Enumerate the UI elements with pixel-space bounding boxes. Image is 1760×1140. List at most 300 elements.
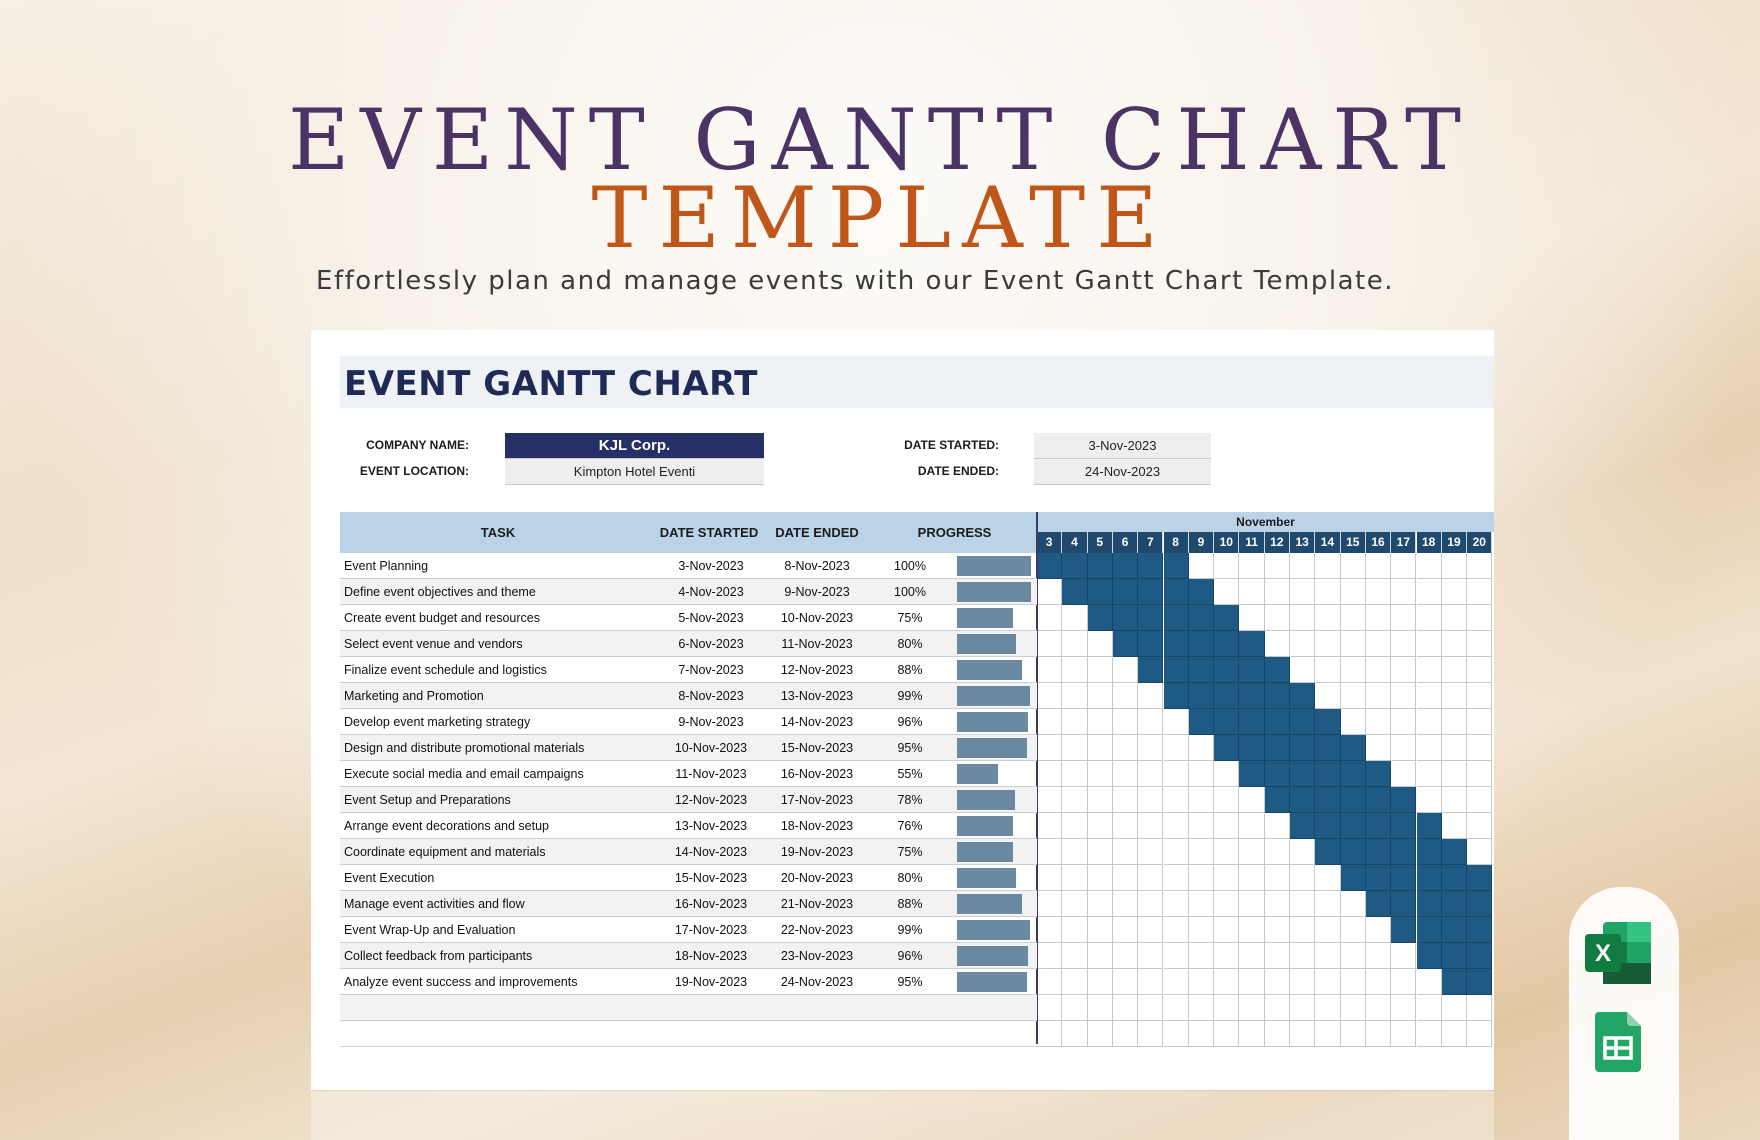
date-ended-cell[interactable]: 13-Nov-2023 bbox=[780, 689, 854, 703]
progress-value-cell[interactable]: 55% bbox=[897, 767, 923, 781]
gantt-empty-cell bbox=[1214, 995, 1239, 1021]
gantt-bar-cell bbox=[1265, 735, 1290, 761]
gantt-empty-cell bbox=[1113, 917, 1138, 943]
progress-value-cell[interactable]: 75% bbox=[897, 611, 923, 625]
gantt-empty-cell bbox=[1442, 657, 1467, 683]
gantt-empty-cell bbox=[1037, 761, 1062, 787]
progress-bar bbox=[957, 738, 1027, 758]
gantt-bar-cell bbox=[1214, 735, 1239, 761]
gantt-empty-cell bbox=[1062, 1021, 1087, 1047]
gantt-bar-cell bbox=[1239, 761, 1264, 787]
gantt-bar-cell bbox=[1391, 891, 1416, 917]
gantt-bar-cell bbox=[1189, 683, 1214, 709]
gantt-bar-cell bbox=[1088, 553, 1113, 579]
gantt-empty-cell bbox=[1062, 735, 1087, 761]
gantt-empty-cell bbox=[1417, 709, 1442, 735]
date-ended-cell[interactable]: 10-Nov-2023 bbox=[780, 611, 854, 625]
gantt-empty-cell bbox=[1164, 709, 1189, 735]
company-name-field[interactable]: KJL Corp. bbox=[505, 433, 764, 459]
gantt-empty-cell bbox=[1391, 605, 1416, 631]
gantt-empty-cell bbox=[1467, 813, 1492, 839]
gantt-bar-cell bbox=[1290, 683, 1315, 709]
gantt-empty-cell bbox=[1442, 709, 1467, 735]
gantt-bar-cell bbox=[1417, 891, 1442, 917]
gantt-bar-cell bbox=[1265, 657, 1290, 683]
gantt-empty-cell bbox=[1366, 917, 1391, 943]
gantt-bar-cell bbox=[1391, 865, 1416, 891]
task-cell[interactable]: Develop event marketing strategy bbox=[344, 715, 531, 729]
date-started-cell[interactable]: 5-Nov-2023 bbox=[678, 611, 744, 625]
gantt-bar-cell bbox=[1391, 813, 1416, 839]
date-started-cell[interactable]: 18-Nov-2023 bbox=[674, 949, 748, 963]
gantt-empty-cell bbox=[1341, 943, 1366, 969]
gantt-bar-cell bbox=[1467, 943, 1492, 969]
gantt-empty-cell bbox=[1265, 579, 1290, 605]
date-ended-cell[interactable]: 11-Nov-2023 bbox=[781, 637, 853, 651]
gantt-empty-cell bbox=[1315, 553, 1340, 579]
task-cell[interactable]: Define event objectives and theme bbox=[344, 585, 536, 599]
event-location-field[interactable]: Kimpton Hotel Eventi bbox=[505, 459, 764, 485]
gantt-bar-cell bbox=[1164, 631, 1189, 657]
progress-bar bbox=[957, 712, 1028, 732]
task-cell[interactable]: Coordinate equipment and materials bbox=[344, 845, 546, 859]
progress-value-cell[interactable]: 80% bbox=[897, 637, 923, 651]
gantt-empty-cell bbox=[1366, 631, 1391, 657]
gantt-empty-cell bbox=[1164, 787, 1189, 813]
gantt-empty-cell bbox=[1417, 995, 1442, 1021]
gantt-empty-cell bbox=[1088, 891, 1113, 917]
gantt-empty-cell bbox=[1341, 969, 1366, 995]
gantt-empty-cell bbox=[1467, 761, 1492, 787]
date-started-cell[interactable]: 6-Nov-2023 bbox=[678, 637, 744, 651]
date-started-cell[interactable]: 10-Nov-2023 bbox=[674, 741, 748, 755]
gantt-empty-cell bbox=[1062, 657, 1087, 683]
gantt-bar-cell bbox=[1366, 865, 1391, 891]
gantt-bar-cell bbox=[1442, 943, 1467, 969]
gantt-empty-cell bbox=[1315, 605, 1340, 631]
empty-row bbox=[340, 1021, 1037, 1047]
gantt-empty-cell bbox=[1189, 865, 1214, 891]
gantt-empty-cell bbox=[1341, 657, 1366, 683]
date-started-cell[interactable]: 12-Nov-2023 bbox=[674, 793, 748, 807]
task-cell[interactable]: Marketing and Promotion bbox=[344, 689, 484, 703]
gantt-empty-cell bbox=[1088, 631, 1113, 657]
gantt-empty-cell bbox=[1037, 995, 1062, 1021]
task-cell[interactable]: Arrange event decorations and setup bbox=[344, 819, 549, 833]
gantt-bar-cell bbox=[1341, 787, 1366, 813]
progress-value-cell[interactable]: 95% bbox=[897, 741, 923, 755]
gantt-empty-cell bbox=[1315, 657, 1340, 683]
gantt-empty-cell bbox=[1341, 709, 1366, 735]
date-ended-cell[interactable]: 24-Nov-2023 bbox=[780, 975, 854, 989]
day-header: 15 bbox=[1341, 532, 1366, 553]
date-started-cell[interactable]: 13-Nov-2023 bbox=[674, 819, 748, 833]
gantt-empty-cell bbox=[1164, 761, 1189, 787]
gantt-bar-cell bbox=[1366, 839, 1391, 865]
gantt-empty-cell bbox=[1037, 683, 1062, 709]
gantt-empty-cell bbox=[1366, 1021, 1391, 1047]
gantt-empty-cell bbox=[1391, 553, 1416, 579]
progress-value-cell[interactable]: 99% bbox=[897, 923, 923, 937]
gantt-empty-cell bbox=[1113, 761, 1138, 787]
date-ended-label: DATE ENDED: bbox=[917, 464, 999, 478]
date-ended-cell[interactable]: 8-Nov-2023 bbox=[784, 559, 850, 573]
progress-bar bbox=[957, 790, 1015, 810]
progress-bar bbox=[957, 894, 1022, 914]
date-ended-cell[interactable]: 9-Nov-2023 bbox=[784, 585, 850, 599]
task-cell[interactable]: Analyze event success and improvements bbox=[344, 975, 578, 989]
task-cell[interactable]: Event Setup and Preparations bbox=[344, 793, 511, 807]
gantt-empty-cell bbox=[1366, 943, 1391, 969]
gantt-empty-cell bbox=[1290, 839, 1315, 865]
day-header: 12 bbox=[1265, 532, 1290, 553]
task-cell[interactable]: Collect feedback from participants bbox=[344, 949, 533, 963]
progress-value-cell[interactable]: 96% bbox=[897, 949, 923, 963]
date-ended-cell[interactable]: 22-Nov-2023 bbox=[780, 923, 854, 937]
gantt-empty-cell bbox=[1062, 891, 1087, 917]
gantt-empty-cell bbox=[1113, 813, 1138, 839]
progress-bar bbox=[957, 660, 1022, 680]
date-ended-cell[interactable]: 12-Nov-2023 bbox=[780, 663, 854, 677]
date-ended-cell[interactable]: 14-Nov-2023 bbox=[780, 715, 854, 729]
gantt-bar-cell bbox=[1417, 917, 1442, 943]
gantt-empty-cell bbox=[1138, 813, 1163, 839]
progress-value-cell[interactable]: 88% bbox=[897, 897, 923, 911]
gantt-empty-cell bbox=[1265, 943, 1290, 969]
gantt-empty-cell bbox=[1189, 735, 1214, 761]
gantt-empty-cell bbox=[1062, 761, 1087, 787]
gantt-bar-cell bbox=[1391, 839, 1416, 865]
gantt-empty-cell bbox=[1088, 761, 1113, 787]
gantt-bar-cell bbox=[1315, 709, 1340, 735]
gantt-empty-cell bbox=[1189, 917, 1214, 943]
gantt-bar-cell bbox=[1189, 579, 1214, 605]
gantt-empty-cell bbox=[1214, 917, 1239, 943]
gantt-empty-cell bbox=[1189, 943, 1214, 969]
gantt-empty-cell bbox=[1164, 917, 1189, 943]
date-ended-cell[interactable]: 23-Nov-2023 bbox=[780, 949, 854, 963]
date-started-field[interactable]: 3-Nov-2023 bbox=[1034, 433, 1211, 459]
date-ended-cell[interactable]: 21-Nov-2023 bbox=[780, 897, 854, 911]
gantt-bar-cell bbox=[1366, 787, 1391, 813]
gantt-empty-cell bbox=[1062, 943, 1087, 969]
gantt-bar-cell bbox=[1315, 839, 1340, 865]
gantt-empty-cell bbox=[1239, 813, 1264, 839]
gantt-empty-cell bbox=[1467, 787, 1492, 813]
gantt-empty-cell bbox=[1138, 709, 1163, 735]
date-started-cell[interactable]: 14-Nov-2023 bbox=[674, 845, 748, 859]
hero-subtitle: Effortlessly plan and manage events with our Event Gantt Chart Template. bbox=[316, 266, 1394, 296]
task-cell[interactable]: Event Execution bbox=[344, 871, 435, 885]
gantt-empty-cell bbox=[1138, 683, 1163, 709]
excel-icon[interactable] bbox=[1585, 922, 1651, 984]
date-started-cell[interactable]: 16-Nov-2023 bbox=[674, 897, 748, 911]
gantt-empty-cell bbox=[1442, 813, 1467, 839]
gantt-empty-cell bbox=[1442, 761, 1467, 787]
gantt-empty-cell bbox=[1442, 605, 1467, 631]
gantt-bar-cell bbox=[1442, 917, 1467, 943]
gantt-bar-cell bbox=[1164, 683, 1189, 709]
gantt-empty-cell bbox=[1442, 579, 1467, 605]
gantt-empty-cell bbox=[1265, 995, 1290, 1021]
gantt-empty-cell bbox=[1442, 1021, 1467, 1047]
task-cell[interactable]: Manage event activities and flow bbox=[344, 897, 525, 911]
table-row bbox=[340, 631, 1037, 657]
gantt-empty-cell bbox=[1037, 657, 1062, 683]
gantt-empty-cell bbox=[1088, 787, 1113, 813]
gantt-bar-cell bbox=[1239, 631, 1264, 657]
gantt-empty-cell bbox=[1138, 839, 1163, 865]
gantt-empty-cell bbox=[1062, 631, 1087, 657]
gantt-empty-cell bbox=[1138, 917, 1163, 943]
gantt-empty-cell bbox=[1391, 1021, 1416, 1047]
gantt-empty-cell bbox=[1341, 631, 1366, 657]
date-started-cell[interactable]: 3-Nov-2023 bbox=[678, 559, 744, 573]
gantt-empty-cell bbox=[1138, 943, 1163, 969]
gantt-empty-cell bbox=[1442, 995, 1467, 1021]
task-cell[interactable]: Design and distribute promotional materials bbox=[344, 741, 585, 755]
progress-value-cell[interactable]: 95% bbox=[897, 975, 923, 989]
gantt-empty-cell bbox=[1113, 683, 1138, 709]
gantt-empty-cell bbox=[1113, 735, 1138, 761]
gantt-bar-cell bbox=[1239, 683, 1264, 709]
gantt-bar-cell bbox=[1417, 865, 1442, 891]
date-ended-field[interactable]: 24-Nov-2023 bbox=[1034, 459, 1211, 485]
gantt-empty-cell bbox=[1417, 579, 1442, 605]
gantt-empty-cell bbox=[1239, 605, 1264, 631]
date-started-cell[interactable]: 8-Nov-2023 bbox=[678, 689, 744, 703]
table-row bbox=[340, 605, 1037, 631]
progress-value-cell[interactable]: 100% bbox=[894, 559, 926, 573]
spreadsheet-preview bbox=[311, 330, 1494, 1090]
gantt-empty-cell bbox=[1113, 995, 1138, 1021]
gantt-empty-cell bbox=[1164, 995, 1189, 1021]
gantt-empty-cell bbox=[1391, 657, 1416, 683]
day-header: 4 bbox=[1062, 532, 1087, 553]
gantt-empty-cell bbox=[1391, 943, 1416, 969]
gantt-bar-cell bbox=[1113, 579, 1138, 605]
day-header: 18 bbox=[1417, 532, 1442, 553]
gantt-bar-cell bbox=[1088, 579, 1113, 605]
table-row bbox=[340, 917, 1037, 943]
gantt-empty-cell bbox=[1391, 683, 1416, 709]
gantt-empty-cell bbox=[1037, 969, 1062, 995]
progress-value-cell[interactable]: 76% bbox=[897, 819, 923, 833]
progress-bar bbox=[957, 608, 1013, 628]
gantt-empty-cell bbox=[1366, 969, 1391, 995]
gantt-empty-cell bbox=[1164, 813, 1189, 839]
gantt-empty-cell bbox=[1391, 969, 1416, 995]
progress-bar bbox=[957, 634, 1016, 654]
table-row bbox=[340, 969, 1037, 995]
gantt-bar-cell bbox=[1138, 579, 1163, 605]
gantt-empty-cell bbox=[1113, 943, 1138, 969]
gantt-empty-cell bbox=[1417, 631, 1442, 657]
gantt-empty-cell bbox=[1189, 1021, 1214, 1047]
gantt-empty-cell bbox=[1214, 1021, 1239, 1047]
gantt-empty-cell bbox=[1037, 813, 1062, 839]
day-header: 3 bbox=[1037, 532, 1062, 553]
gantt-empty-cell bbox=[1164, 735, 1189, 761]
progress-bar bbox=[957, 946, 1028, 966]
gantt-empty-cell bbox=[1189, 891, 1214, 917]
gantt-empty-cell bbox=[1315, 683, 1340, 709]
gantt-empty-cell bbox=[1265, 605, 1290, 631]
gantt-empty-cell bbox=[1391, 709, 1416, 735]
gantt-empty-cell bbox=[1037, 943, 1062, 969]
gantt-empty-cell bbox=[1239, 969, 1264, 995]
gantt-empty-cell bbox=[1037, 787, 1062, 813]
gantt-empty-cell bbox=[1062, 605, 1087, 631]
gantt-empty-cell bbox=[1088, 865, 1113, 891]
gantt-empty-cell bbox=[1265, 839, 1290, 865]
gantt-empty-cell bbox=[1467, 683, 1492, 709]
gantt-empty-cell bbox=[1239, 943, 1264, 969]
gantt-empty-cell bbox=[1113, 839, 1138, 865]
hero-title-line1: EVENT GANTT CHART bbox=[287, 91, 1473, 189]
day-header: 16 bbox=[1366, 532, 1391, 553]
gantt-bar-cell bbox=[1366, 891, 1391, 917]
date-ended-cell[interactable]: 19-Nov-2023 bbox=[780, 845, 854, 859]
gantt-empty-cell bbox=[1189, 995, 1214, 1021]
date-ended-cell[interactable]: 15-Nov-2023 bbox=[780, 741, 854, 755]
date-started-cell[interactable]: 19-Nov-2023 bbox=[674, 975, 748, 989]
gantt-empty-cell bbox=[1467, 735, 1492, 761]
table-row bbox=[340, 553, 1037, 579]
date-started-cell[interactable]: 4-Nov-2023 bbox=[678, 585, 744, 599]
progress-value-cell[interactable]: 75% bbox=[897, 845, 923, 859]
gantt-empty-cell bbox=[1214, 787, 1239, 813]
gantt-bar-cell bbox=[1467, 891, 1492, 917]
gantt-empty-cell bbox=[1265, 969, 1290, 995]
gantt-bar-cell bbox=[1265, 761, 1290, 787]
gantt-empty-cell bbox=[1290, 657, 1315, 683]
date-started-cell[interactable]: 9-Nov-2023 bbox=[678, 715, 744, 729]
gantt-empty-cell bbox=[1315, 631, 1340, 657]
gantt-bar-cell bbox=[1239, 709, 1264, 735]
gantt-empty-cell bbox=[1239, 917, 1264, 943]
gantt-bar-cell bbox=[1164, 579, 1189, 605]
date-ended-cell[interactable]: 20-Nov-2023 bbox=[780, 871, 854, 885]
table-row bbox=[340, 891, 1037, 917]
gantt-bar-cell bbox=[1467, 969, 1492, 995]
gantt-empty-cell bbox=[1138, 761, 1163, 787]
gantt-empty-cell bbox=[1062, 813, 1087, 839]
gantt-empty-cell bbox=[1417, 735, 1442, 761]
gantt-empty-cell bbox=[1265, 553, 1290, 579]
gantt-empty-cell bbox=[1062, 839, 1087, 865]
gantt-bar-cell bbox=[1341, 813, 1366, 839]
gantt-bar-cell bbox=[1214, 605, 1239, 631]
gantt-empty-cell bbox=[1062, 709, 1087, 735]
date-ended-cell[interactable]: 16-Nov-2023 bbox=[780, 767, 854, 781]
gantt-empty-cell bbox=[1467, 579, 1492, 605]
gantt-empty-cell bbox=[1037, 579, 1062, 605]
task-cell[interactable]: Event Planning bbox=[344, 559, 429, 573]
gantt-empty-cell bbox=[1467, 631, 1492, 657]
gantt-empty-cell bbox=[1214, 969, 1239, 995]
progress-value-cell[interactable]: 88% bbox=[897, 663, 923, 677]
date-started-cell[interactable]: 17-Nov-2023 bbox=[674, 923, 748, 937]
day-header: 11 bbox=[1239, 532, 1264, 553]
hero-title-line2: TEMPLATE bbox=[591, 169, 1169, 267]
gantt-bar-cell bbox=[1290, 761, 1315, 787]
date-ended-cell[interactable]: 17-Nov-2023 bbox=[780, 793, 854, 807]
date-started-cell[interactable]: 11-Nov-2023 bbox=[675, 767, 747, 781]
gantt-bar-cell bbox=[1113, 605, 1138, 631]
gantt-empty-cell bbox=[1037, 839, 1062, 865]
gantt-empty-cell bbox=[1442, 735, 1467, 761]
gantt-empty-cell bbox=[1341, 579, 1366, 605]
gantt-bar-cell bbox=[1315, 813, 1340, 839]
gantt-empty-cell bbox=[1315, 865, 1340, 891]
progress-bar bbox=[957, 842, 1013, 862]
gantt-empty-cell bbox=[1341, 605, 1366, 631]
gantt-empty-cell bbox=[1088, 969, 1113, 995]
gantt-empty-cell bbox=[1037, 891, 1062, 917]
google-sheets-icon[interactable] bbox=[1595, 1012, 1641, 1072]
gantt-bar-cell bbox=[1189, 631, 1214, 657]
gantt-empty-cell bbox=[1467, 839, 1492, 865]
gantt-empty-cell bbox=[1417, 787, 1442, 813]
progress-value-cell[interactable]: 100% bbox=[894, 585, 926, 599]
gantt-empty-cell bbox=[1214, 813, 1239, 839]
gantt-bar-cell bbox=[1265, 683, 1290, 709]
gantt-bar-cell bbox=[1315, 735, 1340, 761]
gantt-bar-cell bbox=[1265, 787, 1290, 813]
progress-value-cell[interactable]: 80% bbox=[897, 871, 923, 885]
gantt-empty-cell bbox=[1417, 761, 1442, 787]
gantt-empty-cell bbox=[1442, 787, 1467, 813]
gantt-empty-cell bbox=[1467, 553, 1492, 579]
gantt-empty-cell bbox=[1088, 995, 1113, 1021]
header-date-ended: DATE ENDED bbox=[762, 512, 872, 553]
gantt-empty-cell bbox=[1366, 709, 1391, 735]
progress-value-cell[interactable]: 99% bbox=[897, 689, 923, 703]
gantt-empty-cell bbox=[1265, 813, 1290, 839]
gantt-empty-cell bbox=[1391, 995, 1416, 1021]
gantt-bar-cell bbox=[1341, 761, 1366, 787]
task-cell[interactable]: Event Wrap-Up and Evaluation bbox=[344, 923, 516, 937]
gantt-empty-cell bbox=[1138, 995, 1163, 1021]
gantt-empty-cell bbox=[1315, 995, 1340, 1021]
gantt-bar-cell bbox=[1467, 917, 1492, 943]
gantt-empty-cell bbox=[1088, 709, 1113, 735]
table-row bbox=[340, 813, 1037, 839]
date-started-cell[interactable]: 15-Nov-2023 bbox=[674, 871, 748, 885]
date-started-cell[interactable]: 7-Nov-2023 bbox=[678, 663, 744, 677]
gantt-empty-cell bbox=[1366, 683, 1391, 709]
gantt-bar-cell bbox=[1442, 891, 1467, 917]
task-cell[interactable]: Select event venue and vendors bbox=[344, 637, 523, 651]
day-header: 9 bbox=[1189, 532, 1214, 553]
task-cell[interactable]: Finalize event schedule and logistics bbox=[344, 663, 547, 677]
gantt-empty-cell bbox=[1189, 761, 1214, 787]
progress-bar bbox=[957, 816, 1013, 836]
month-header: November bbox=[1037, 512, 1494, 532]
progress-value-cell[interactable]: 78% bbox=[897, 793, 923, 807]
gantt-empty-cell bbox=[1138, 735, 1163, 761]
gantt-bar-cell bbox=[1214, 709, 1239, 735]
task-cell[interactable]: Create event budget and resources bbox=[344, 611, 540, 625]
progress-value-cell[interactable]: 96% bbox=[897, 715, 923, 729]
gantt-empty-cell bbox=[1442, 631, 1467, 657]
task-cell[interactable]: Execute social media and email campaigns bbox=[344, 767, 584, 781]
gantt-empty-cell bbox=[1138, 969, 1163, 995]
day-header: 5 bbox=[1088, 532, 1113, 553]
date-ended-cell[interactable]: 18-Nov-2023 bbox=[780, 819, 854, 833]
gantt-empty-cell bbox=[1366, 995, 1391, 1021]
